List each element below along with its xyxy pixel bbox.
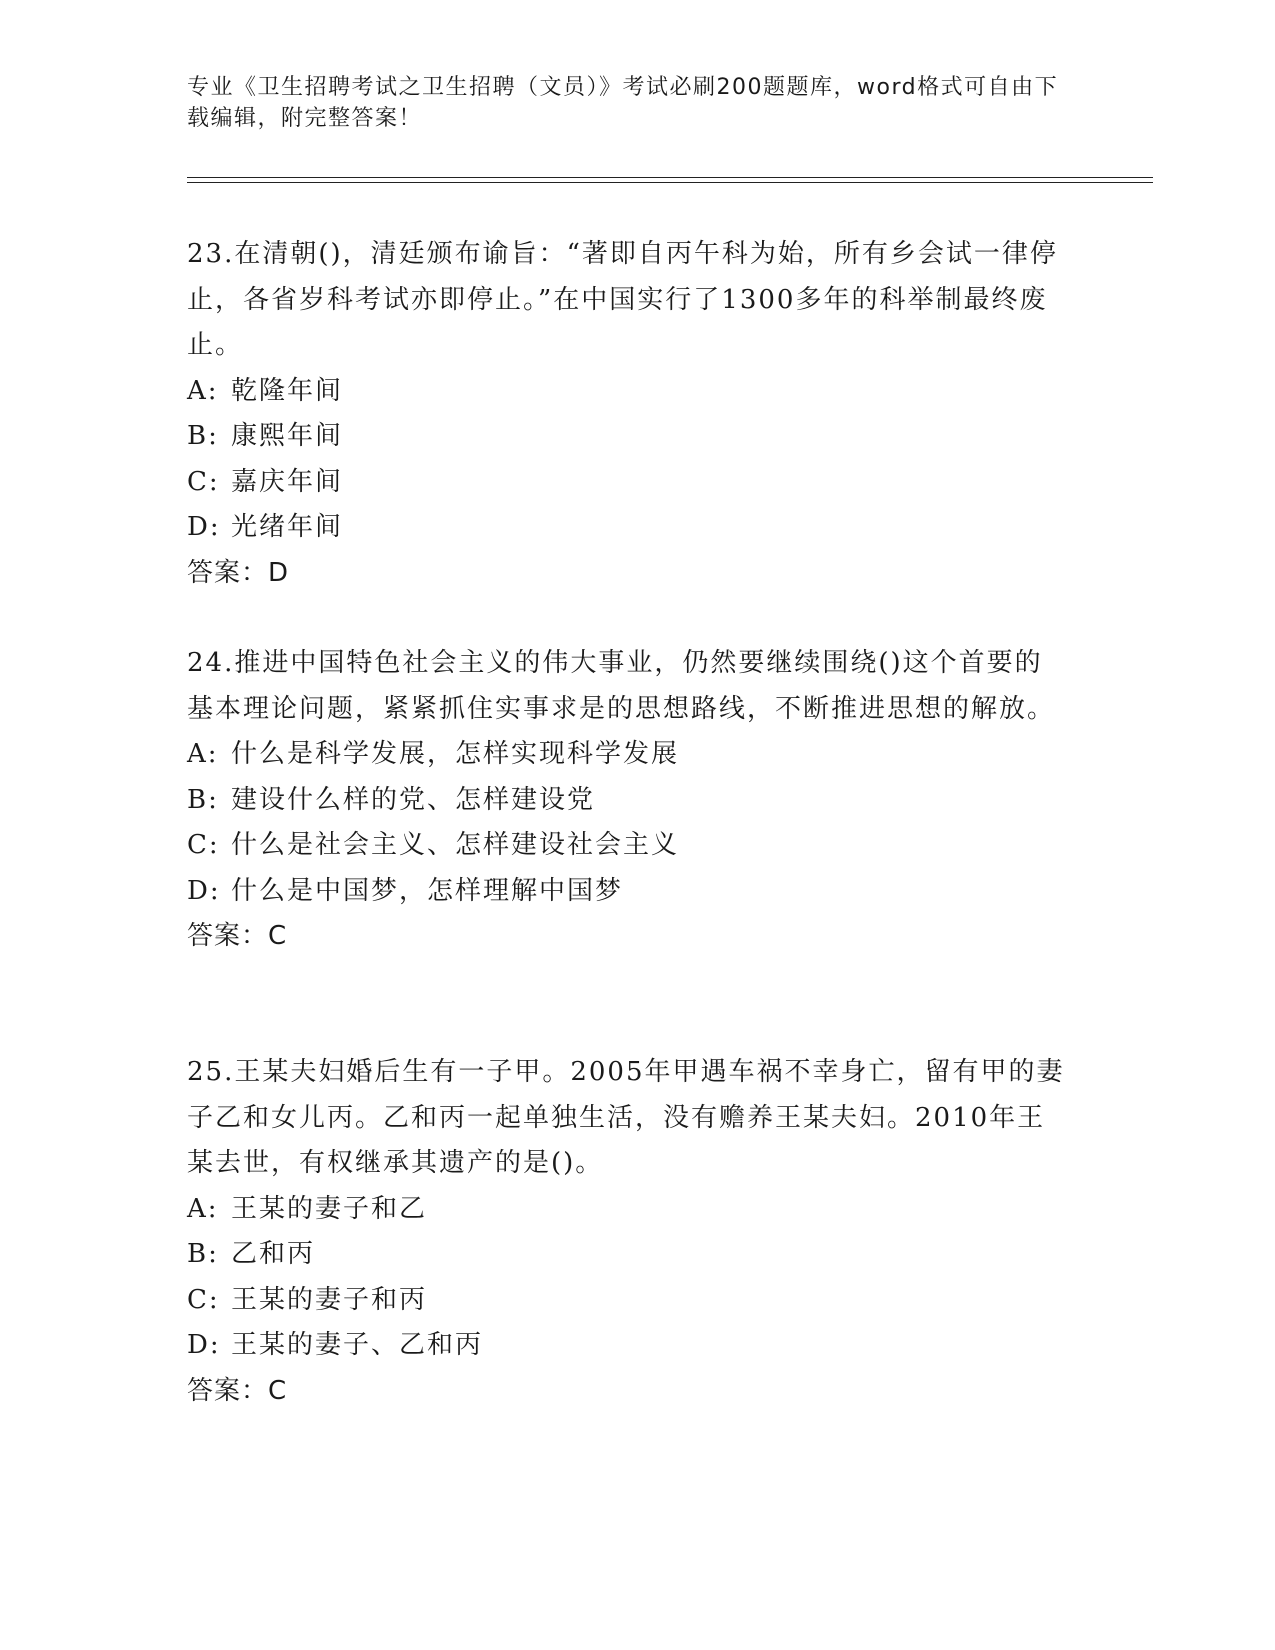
option-c <box>187 460 1067 506</box>
option-text: 康熙年间 <box>231 421 344 451</box>
option-text: 建设什么样的党、怎样建设党 <box>231 784 596 815</box>
option-text: 王某的妻子和乙 <box>231 1193 428 1224</box>
option-a <box>187 369 1067 415</box>
option-key: D: <box>187 1330 221 1360</box>
option-text: 光绪年间 <box>231 512 344 542</box>
option-c <box>187 1278 1067 1324</box>
option-key: B: <box>187 784 219 815</box>
option-b <box>187 778 1067 824</box>
option-text: 什么是科学发展，怎样实现科学发展 <box>231 739 680 769</box>
option-b <box>187 414 1067 460</box>
option-a <box>187 732 1067 778</box>
answer-line: 答案：C <box>187 921 288 951</box>
header-divider-top <box>187 177 1153 178</box>
option-text: 乾隆年间 <box>231 375 344 406</box>
header-divider-bottom <box>187 182 1153 183</box>
question-block <box>187 1050 1067 1414</box>
option-key: D: <box>187 875 221 906</box>
option-text: 什么是社会主义、怎样建设社会主义 <box>231 830 680 860</box>
option-b <box>187 1232 1067 1278</box>
option-key: A: <box>187 739 219 769</box>
option-d <box>187 1323 1067 1369</box>
option-text: 王某的妻子、乙和丙 <box>231 1330 484 1360</box>
question-stem: 23.在清朝()，清廷颁布谕旨：“著即自丙午科为始，所有乡会试一律停止，各省岁科考试亦即停止。”在中国实行了1300多年的科举制最终废止。 <box>187 239 1058 360</box>
document-header: 专业《卫生招聘考试之卫生招聘（文员）》考试必刷200题题库，word格式可自由下载编辑，附完整答案！ <box>187 75 1059 131</box>
option-key: A: <box>187 1193 219 1224</box>
question-stem: 25.王某夫妇婚后生有一子甲。2005年甲遇车祸不幸身亡，留有甲的妻子乙和女儿丙。乙和丙一起单独生活，没有赡养王某夫妇。2010年王某去世，有权继承其遗产的是()。 <box>187 1057 1065 1178</box>
option-d <box>187 869 1067 915</box>
question-block <box>187 232 1067 596</box>
answer-line: 答案：C <box>187 1375 288 1406</box>
option-key: C: <box>187 830 220 860</box>
option-key: B: <box>187 421 219 451</box>
question-block <box>187 641 1067 960</box>
option-key: D: <box>187 512 221 542</box>
option-key: A: <box>187 375 219 406</box>
option-text: 乙和丙 <box>231 1239 316 1269</box>
option-text: 什么是中国梦，怎样理解中国梦 <box>231 875 624 906</box>
option-c <box>187 823 1067 869</box>
option-key: C: <box>187 1284 220 1315</box>
option-key: B: <box>187 1239 219 1269</box>
answer-line: 答案：D <box>187 557 290 588</box>
option-a <box>187 1187 1067 1233</box>
option-key: C: <box>187 466 220 497</box>
option-text: 嘉庆年间 <box>231 466 344 497</box>
option-d <box>187 505 1067 551</box>
option-text: 王某的妻子和丙 <box>231 1284 428 1315</box>
question-stem: 24.推进中国特色社会主义的伟大事业，仍然要继续围绕()这个首要的基本理论问题，紧紧抓住实事求是的思想路线，不断推进思想的解放。 <box>187 648 1056 724</box>
